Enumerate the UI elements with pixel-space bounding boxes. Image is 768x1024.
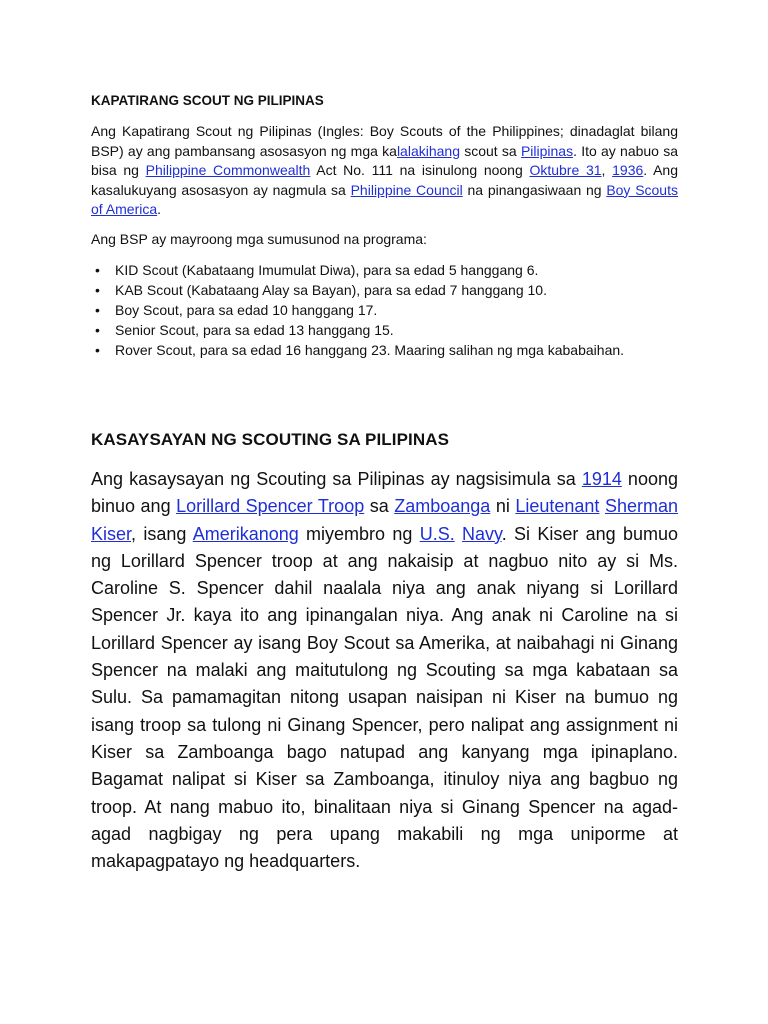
history-paragraph [91, 466, 678, 875]
text: . Ito ay nabuo sa bisa ng [91, 142, 678, 179]
text [455, 524, 462, 544]
text: Ang Kapatirang Scout ng Pilipinas (Ingles: Boy Scouts of the Philippines; dinadaglat bilang BSP) ay ang pambansang asosasyon ng mga ka [91, 123, 678, 159]
text: Ang kasaysayan ng Scouting sa Pilipinas ay nagsisimula sa [91, 469, 582, 489]
programs-list [91, 260, 678, 360]
section-bsp [91, 92, 678, 360]
text: Act No. 111 na isinulong noong [310, 162, 530, 179]
link-1914[interactable]: 1914 [581, 469, 622, 489]
intro-paragraph [91, 122, 678, 220]
text: . [157, 201, 162, 218]
text: sa [364, 496, 395, 517]
text: . Si Kiser ang bumuo ng Lorillard Spencer troop at ang nakaisip at nagbuo nito ay si Ms. Caroline S. Spencer dahil naalala niya ang anak niyang si Lorillard Spencer Jr. kaya ito ang ipinangalan niya. Ang anak ni Caroline na si Lorillard Spencer ay isang Boy Scout sa Amerika, at naibahagi ni Ginang Spencer na malaki ang maitutulong ng Scouting sa mga kabataan sa Sulu. Sa pamamagitan nitong usapan naisipan ni Kiser na bumuo ng isang troop sa tulong ni Ginang Spencer, pero nalipat ang assignment ni Kiser sa Zamboanga bago natupad ang kanyang mga ipinaplano. Bagamat nalipat si Kiser sa Zamboanga, itinuloy niya ang bagbuo ng troop. At nang mabuo ito, binalitaan niya si Ginang Spencer na agad-agad nagbigay ng pera upang makabili ng mga uniporme at makapagpatayo ng headquarters. [91, 523, 679, 872]
list-item: • Senior Scout, para sa edad 13 hanggang 15. [115, 320, 678, 340]
text: , [601, 162, 613, 179]
link-us[interactable]: U.S. [419, 523, 455, 544]
text: miyembro ng [298, 523, 420, 544]
text: , isang [131, 523, 193, 544]
section-title-history: KASAYSAYAN NG SCOUTING SA PILIPINAS [91, 430, 450, 449]
text: noong binuo ang [91, 469, 678, 517]
link-lalakihang[interactable]: lalakihang [396, 142, 460, 159]
section-history [91, 426, 678, 875]
link-pilipinas[interactable]: Pilipinas [520, 142, 574, 159]
link-philippine-council[interactable]: Philippine Council [350, 181, 463, 198]
list-item: • Rover Scout, para sa edad 16 hanggang 23. Maaring salihan ng mga kababaihan. [115, 340, 678, 360]
text: na pinangasiwaan ng [462, 181, 607, 198]
section-title-bsp: KAPATIRANG SCOUT NG PILIPINAS [91, 93, 324, 108]
list-item: • KID Scout (Kabataang Imumulat Diwa), para sa edad 5 hanggang 6. [115, 260, 678, 280]
list-item: • Boy Scout, para sa edad 10 hanggang 17. [115, 300, 678, 320]
link-boy-scouts-of-america[interactable]: Boy Scouts of America [91, 181, 678, 218]
link-1936[interactable]: 1936 [612, 162, 644, 179]
text: scout sa [460, 142, 521, 159]
list-item: • KAB Scout (Kabataang Alay sa Bayan), para sa edad 7 hanggang 10. [115, 280, 678, 300]
text: . Ang kasalukuyang asosasyon ay nagmula sa [91, 162, 679, 198]
text: ni [490, 496, 516, 517]
link-navy[interactable]: Navy [462, 523, 502, 544]
link-amerikanong[interactable]: Amerikanong [192, 523, 299, 544]
link-lieutenant[interactable]: Lieutenant [515, 496, 600, 517]
programs-intro: Ang BSP ay mayroong mga sumusunod na programa: [91, 230, 427, 247]
link-philippine-commonwealth[interactable]: Philippine Commonwealth [145, 162, 311, 179]
link-oktubre-31[interactable]: Oktubre 31 [529, 162, 602, 179]
link-sherman-kiser[interactable]: Sherman Kiser [91, 496, 678, 544]
link-zamboanga[interactable]: Zamboanga [394, 496, 491, 517]
link-lorillard-spencer-troop[interactable]: Lorillard Spencer Troop [176, 496, 365, 517]
